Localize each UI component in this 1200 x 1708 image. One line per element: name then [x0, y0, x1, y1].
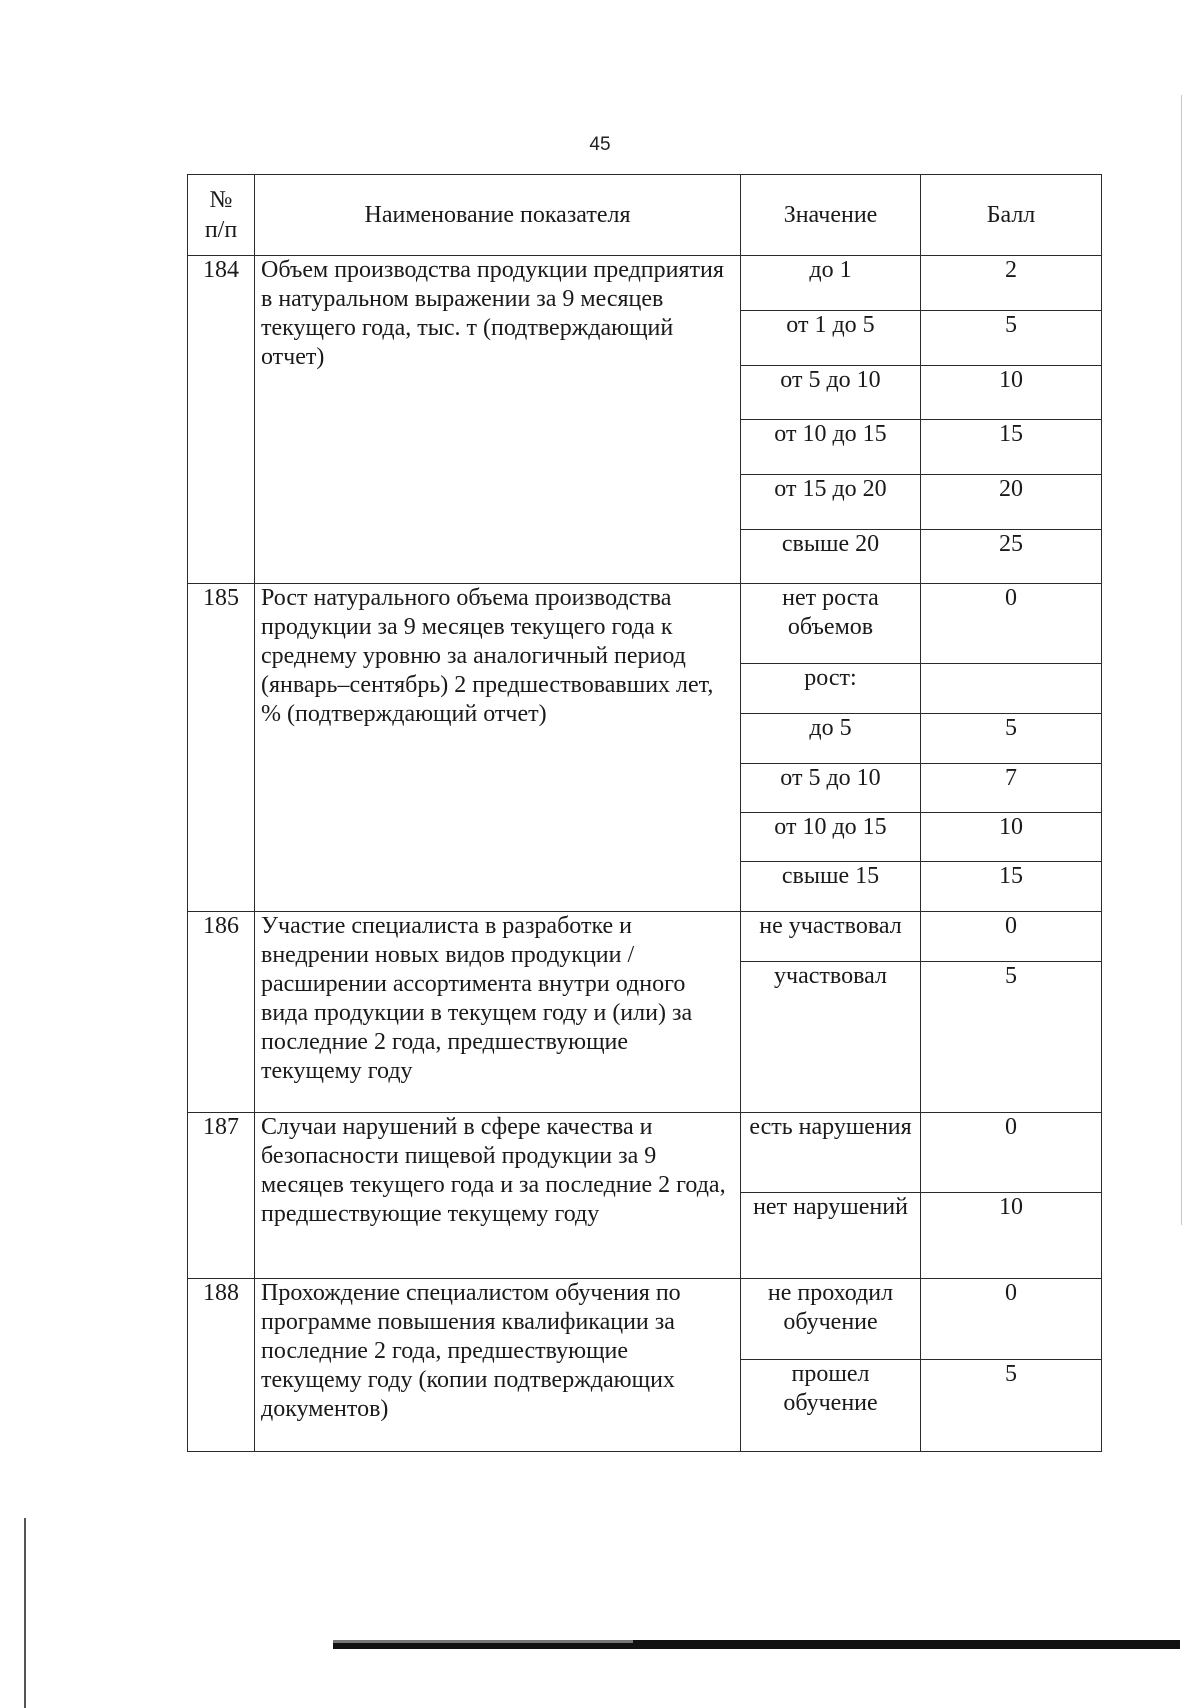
- option-score: 2: [921, 256, 1102, 311]
- option-score: 10: [921, 1193, 1102, 1279]
- option-score: 0: [921, 912, 1102, 962]
- option-score: 7: [921, 764, 1102, 813]
- option-value: нет нарушений: [741, 1193, 921, 1279]
- option-value: от 1 до 5: [741, 311, 921, 366]
- option-value: не участвовал: [741, 912, 921, 962]
- table-header-row: [188, 175, 1102, 256]
- option-score: 5: [921, 1360, 1102, 1452]
- option-score: 10: [921, 366, 1102, 420]
- indicator-name: Рост натурального объема производства продукции за 9 месяцев текущего года к среднему уровню за аналогичный период (январь–сентябрь) 2 предшествовавших лет, % (подтверждающий отчет): [255, 584, 741, 912]
- option-score: 0: [921, 1279, 1102, 1360]
- table-row: [188, 256, 1102, 311]
- option-value: от 10 до 15: [741, 420, 921, 475]
- table-row: [188, 1113, 1102, 1193]
- option-score: 5: [921, 714, 1102, 764]
- option-value: от 5 до 10: [741, 764, 921, 813]
- option-score: [921, 664, 1102, 714]
- option-score: 25: [921, 530, 1102, 584]
- option-score: 20: [921, 475, 1102, 530]
- indicator-name: Объем производства продукции предприятия в натуральном выражении за 9 месяцев текущего года, тыс. т (подтверждающий отчет): [255, 256, 741, 584]
- scan-footer-bar: [333, 1640, 633, 1643]
- option-score: 10: [921, 813, 1102, 862]
- option-value: нет роста объемов: [741, 584, 921, 664]
- header-value: Значение: [741, 175, 921, 256]
- option-value: свыше 15: [741, 862, 921, 912]
- option-score: 0: [921, 1113, 1102, 1193]
- scan-edge-line: [24, 1518, 26, 1708]
- option-score: 15: [921, 420, 1102, 475]
- header-num: № п/п: [188, 175, 255, 256]
- indicator-name: Участие специалиста в разработке и внедрении новых видов продукции / расширении ассортимента внутри одного вида продукции в текущем году и (или) за последние 2 года, предшествующие текущему году: [255, 912, 741, 1113]
- table-row: [188, 1279, 1102, 1360]
- option-value: до 1: [741, 256, 921, 311]
- option-value: рост:: [741, 664, 921, 714]
- indicator-name: Прохождение специалистом обучения по программе повышения квалификации за последние 2 года, предшествующие текущему году (копии подтверждающих документов): [255, 1279, 741, 1452]
- option-score: 0: [921, 584, 1102, 664]
- row-number: 185: [188, 584, 255, 912]
- option-value: от 10 до 15: [741, 813, 921, 862]
- criteria-table: [187, 174, 1102, 1452]
- scan-edge-line: [1181, 95, 1182, 1225]
- option-score: 15: [921, 862, 1102, 912]
- row-number: 187: [188, 1113, 255, 1279]
- table-row: [188, 912, 1102, 962]
- header-score: Балл: [921, 175, 1102, 256]
- table-row: [188, 584, 1102, 664]
- row-number: 188: [188, 1279, 255, 1452]
- option-value: до 5: [741, 714, 921, 764]
- row-number: 184: [188, 256, 255, 584]
- indicator-name: Случаи нарушений в сфере качества и безопасности пищевой продукции за 9 месяцев текущего года и за последние 2 года, предшествующие текущему году: [255, 1113, 741, 1279]
- option-value: от 5 до 10: [741, 366, 921, 420]
- option-score: 5: [921, 962, 1102, 1113]
- option-value: есть нарушения: [741, 1113, 921, 1193]
- option-value: участвовал: [741, 962, 921, 1113]
- row-number: 186: [188, 912, 255, 1113]
- page-number: 45: [589, 134, 611, 155]
- option-value: прошел обучение: [741, 1360, 921, 1452]
- option-value: не проходил обучение: [741, 1279, 921, 1360]
- option-value: свыше 20: [741, 530, 921, 584]
- option-value: от 15 до 20: [741, 475, 921, 530]
- header-name: Наименование показателя: [255, 175, 741, 256]
- option-score: 5: [921, 311, 1102, 366]
